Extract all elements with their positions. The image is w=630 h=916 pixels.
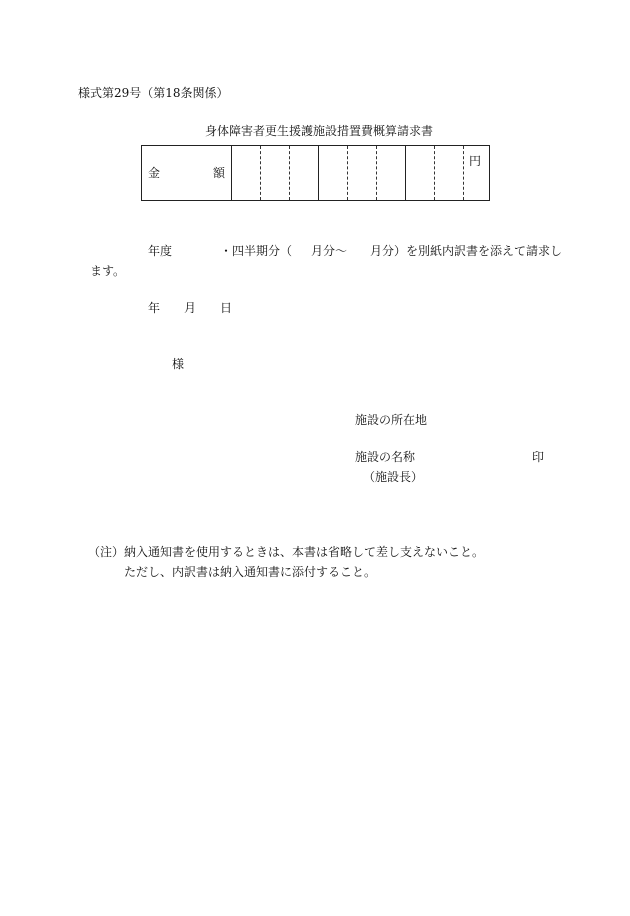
form-title: 身体障害者更生援護施設措置費概算請求書 [205,124,434,138]
addressee-honorific: 様 [172,357,185,371]
amount-label-kin: 金 [148,166,161,180]
note-label: （注） [88,545,125,559]
month-from-label: 月分～ [311,244,348,258]
amount-label-cell [142,146,232,200]
amount-label-gaku: 額 [213,166,226,180]
facility-head-label: （施設長） [363,470,424,484]
amount-unit-yen: 円 [469,154,482,168]
amount-table [141,145,490,201]
digit-divider [376,146,377,200]
digit-divider [318,146,319,200]
digit-divider [347,146,348,200]
note-line-2: ただし、内訳書は納入通知書に添付すること。 [124,565,377,579]
fiscal-year-label: 年度 [148,244,173,258]
digit-divider [260,146,261,200]
date-day: 日 [220,301,233,315]
seal-mark: 印 [532,450,545,464]
facility-name-label: 施設の名称 [355,450,416,464]
request-line-2: ます。 [90,264,126,278]
facility-location-label: 施設の所在地 [355,413,428,427]
digit-divider [289,146,290,200]
digit-divider [405,146,406,200]
month-to-text: 月分）を別紙内訳書を添えて請求し [370,244,563,258]
digit-divider [434,146,435,200]
date-month: 月 [184,301,197,315]
form-number: 様式第29号（第18条関係） [78,86,229,100]
quarter-label: ・四半期分（ [220,244,293,258]
digit-divider [463,146,464,200]
note-line-1: 納入通知書を使用するときは、本書は省略して差し支えないこと。 [124,545,485,559]
date-year: 年 [148,301,161,315]
